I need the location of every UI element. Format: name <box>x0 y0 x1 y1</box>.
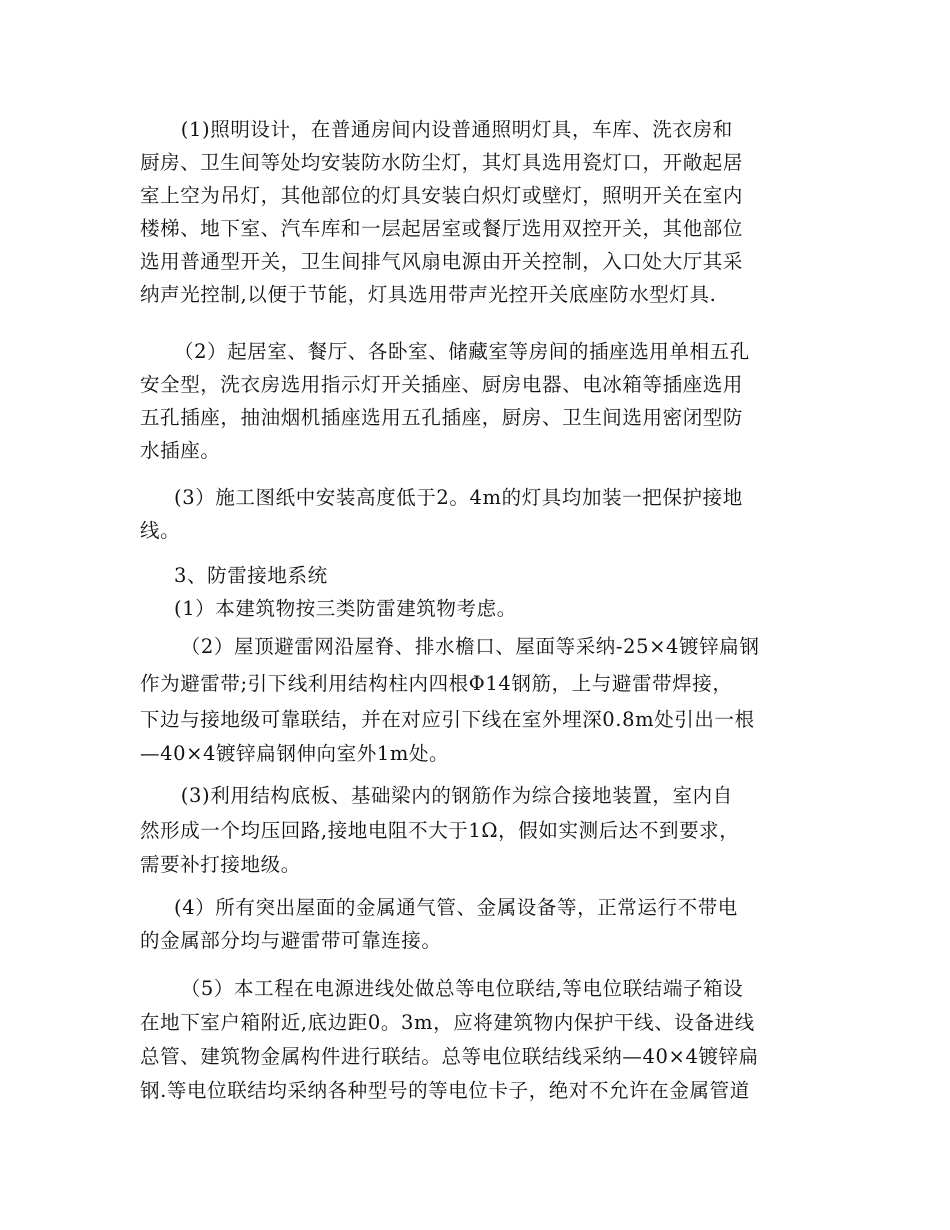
text-line: 的金属部分均与避雷带可靠连接。 <box>140 929 442 952</box>
text-line: 下边与接地级可靠联结，并在对应引下线在室外埋深0.8m处引出一根 <box>140 708 755 731</box>
text-line: 安全型，洗衣房选用指示灯开关插座、厨房电器、电冰箱等插座选用 <box>140 373 744 396</box>
text-line: 选用普通型开关，卫生间排气风扇电源由开关控制，入口处大厅其采 <box>140 250 744 273</box>
text-line: —40×4镀锌扁钢伸向室外1m处。 <box>140 742 450 765</box>
text-line: 总管、建筑物金属构件进行联结。总等电位联结线采纳—40×4镀锌扁 <box>140 1045 759 1068</box>
text-line: 作为避雷带;引下线利用结构柱内四根Φ14钢筋，上与避雷带焊接， <box>140 672 733 695</box>
text-line: (4）所有突出屋面的金属通气管、金属设备等，正常运行不带电 <box>140 896 738 919</box>
text-line: 水插座。 <box>140 439 221 462</box>
text-line: (3）施工图纸中安装高度低于2。4m的灯具均加装一把保护接地 <box>140 486 743 509</box>
text-line: （2）屋顶避雷网沿屋脊、排水檐口、屋面等采纳-25×4镀锌扁钢 <box>140 635 760 658</box>
text-line: (1）本建筑物按三类防雷建筑物考虑。 <box>140 597 517 620</box>
text-line: 五孔插座，抽油烟机插座选用五孔插座，厨房、卫生间选用密闭型防 <box>140 406 744 429</box>
section-heading: 3、防雷接地系统 <box>140 564 328 587</box>
text-line: 在地下室户箱附近,底边距0。3m，应将建筑物内保护干线、设备进线 <box>140 1011 755 1034</box>
text-line: 然形成一个均压回路,接地电阻不大于1Ω，假如实测后达不到要求， <box>140 819 740 842</box>
text-line: （5）本工程在电源进线处做总等电位联结,等电位联结端子箱设 <box>140 977 744 1000</box>
text-line: （2）起居室、餐厅、各卧室、储藏室等房间的插座选用单相五孔 <box>140 340 750 363</box>
text-line: (3)利用结构底板、基础梁内的钢筋作为综合接地装置，室内自 <box>140 784 733 807</box>
text-line: 室上空为吊灯，其他部位的灯具安装白炽灯或壁灯，照明开关在室内 <box>140 184 744 207</box>
text-line: (1)照明设计，在普通房间内设普通照明灯具，车库、洗衣房和 <box>140 118 733 141</box>
text-line: 需要补打接地级。 <box>140 853 301 876</box>
text-line: 线。 <box>140 519 181 542</box>
text-line: 钢.等电位联结均采纳各种型号的等电位卡子，绝对不允许在金属管道 <box>140 1079 750 1102</box>
text-line: 纳声光控制,以便于节能，灯具选用带声光控开关底座防水型灯具. <box>140 283 717 306</box>
text-line: 厨房、卫生间等处均安装防水防尘灯，其灯具选用瓷灯口，开敞起居 <box>140 151 744 174</box>
text-line: 楼梯、地下室、汽车库和一层起居室或餐厅选用双控开关，其他部位 <box>140 217 744 240</box>
